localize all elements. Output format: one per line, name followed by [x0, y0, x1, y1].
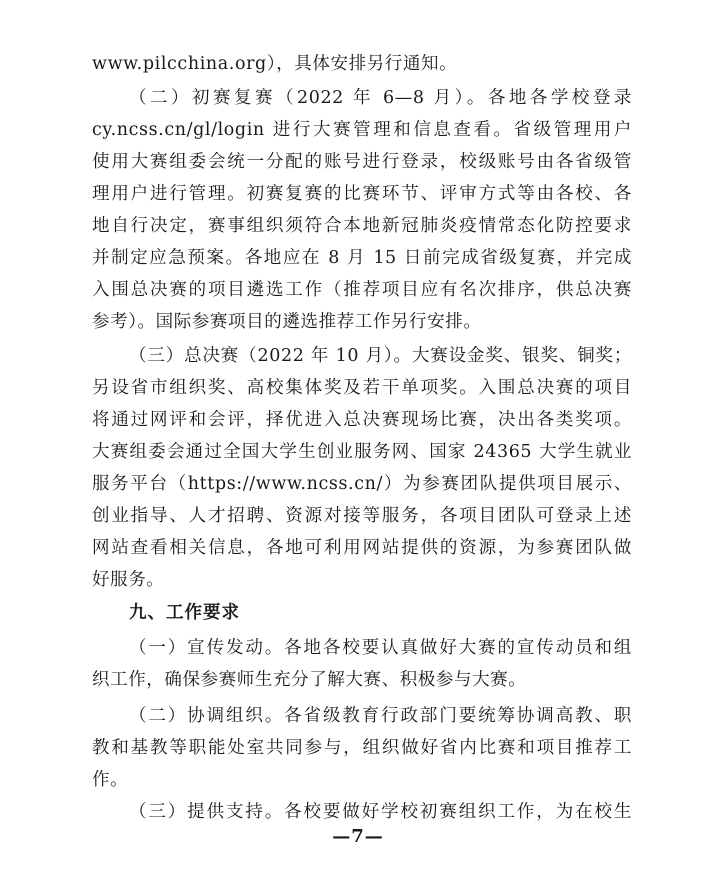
text-line: 入围总决赛的项目遴选工作（推荐项目应有名次排序，供总决赛	[92, 280, 632, 300]
text-line: 地自行决定，赛事组织须符合本地新冠肺炎疫情常态化防控要求	[92, 216, 632, 236]
text-line: 另设省市组织奖、高校集体奖及若干单项奖。入围总决赛的项目	[92, 378, 632, 398]
text-line: 使用大赛组委会统一分配的账号进行登录，校级账号由各省级管	[92, 152, 632, 172]
text-line: 将通过网评和会评，择优进入总决赛现场比赛，决出各类奖项。	[92, 410, 632, 430]
text-line: （三）提供支持。各校要做好学校初赛组织工作，为在校生	[129, 802, 632, 822]
text-line: 服务平台（https://www.ncss.cn/）为参赛团队提供项目展示、	[92, 474, 632, 494]
page-number: —7—	[332, 826, 384, 847]
text-line: （二）协调组织。各省级教育行政部门要统筹协调高教、职	[129, 706, 632, 726]
section-heading: 九、工作要求	[129, 603, 240, 623]
text-line: 理用户进行管理。初赛复赛的比赛环节、评审方式等由各校、各	[92, 184, 632, 204]
text-line: 网站查看相关信息，各地可利用网站提供的资源，为参赛团队做	[92, 538, 632, 558]
text-line: 并制定应急预案。各地应在 8 月 15 日前完成省级复赛，并完成	[92, 248, 632, 268]
text-line: 参考）。国际参赛项目的遴选推荐工作另行安排。	[92, 312, 482, 332]
text-line: 创业指导、人才招聘、资源对接等服务，各项目团队可登录上述	[92, 506, 632, 526]
text-line: （一）宣传发动。各地各校要认真做好大赛的宣传动员和组	[129, 638, 632, 658]
text-line: 大赛组委会通过全国大学生创业服务网、国家 24365 大学生就业	[92, 442, 632, 462]
text-line: cy.ncss.cn/gl/login 进行大赛管理和信息查看。省级管理用户	[92, 120, 632, 140]
text-line: （二）初赛复赛（2022 年 6—8 月）。各地各学校登录	[129, 88, 632, 108]
text-line: 作。	[92, 770, 129, 790]
text-line: （三）总决赛（2022 年 10 月）。大赛设金奖、银奖、铜奖；	[129, 346, 632, 366]
text-line: 织工作，确保参赛师生充分了解大赛、积极参与大赛。	[92, 670, 527, 690]
text-line: 好服务。	[92, 570, 165, 590]
text-line: www.pilcchina.org），具体安排另行通知。	[92, 54, 458, 74]
text-line: 教和基教等职能处室共同参与，组织做好省内比赛和项目推荐工	[92, 738, 632, 758]
